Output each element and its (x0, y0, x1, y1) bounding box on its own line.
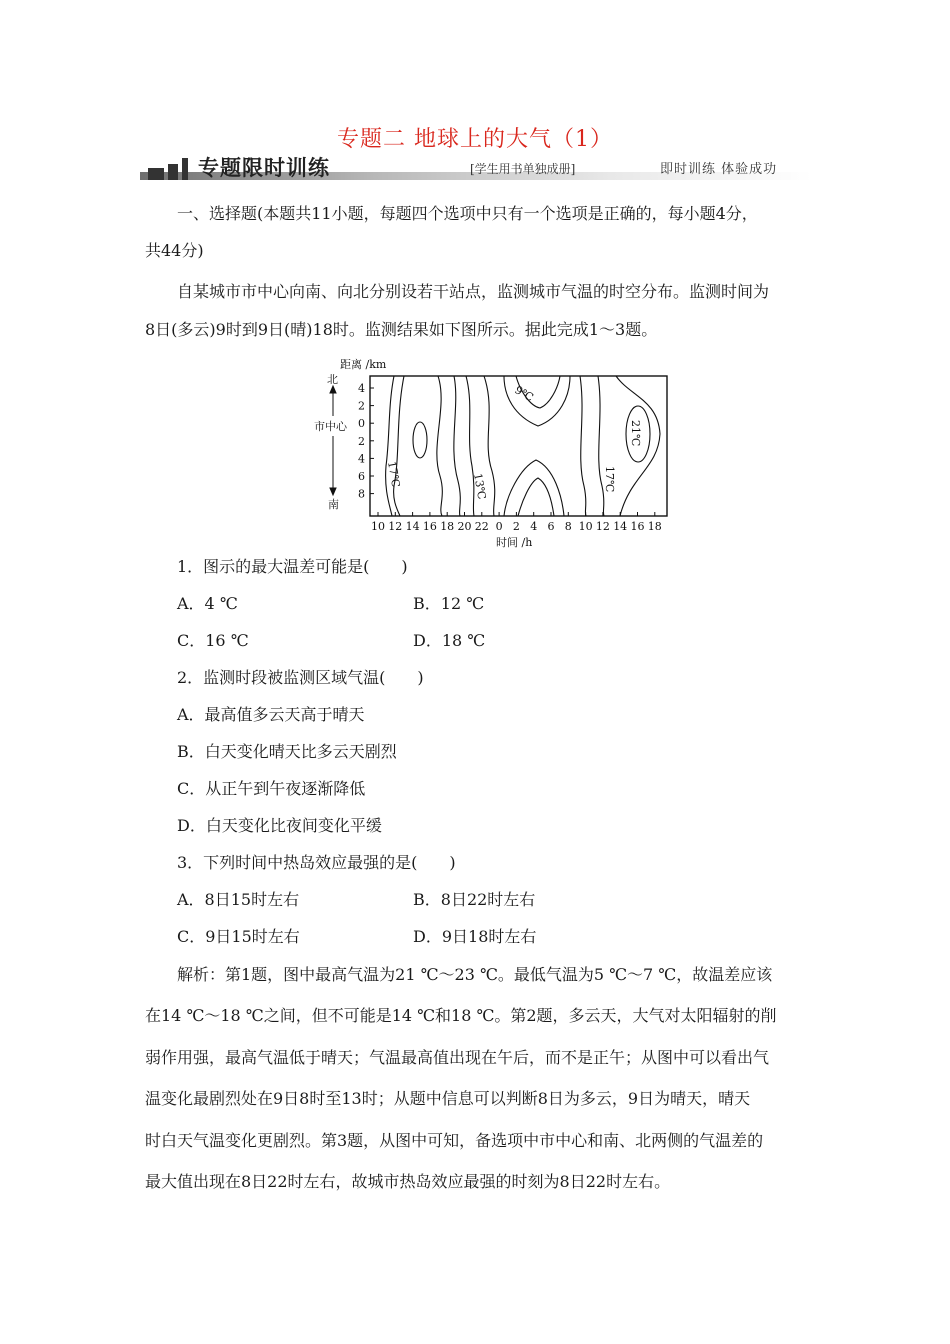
y-tick-label: 2 (358, 399, 365, 413)
banner-sub-label: [学生用书单独成册] (470, 162, 576, 176)
analysis-line-1: 解析：第1题，图中最高气温为21 ℃～23 ℃。最低气温为5 ℃～7 ℃，故温差应该 (177, 965, 773, 984)
question-1-option-d: D．18 ℃ (413, 631, 486, 650)
x-tick-label: 10 (578, 520, 593, 533)
question-2-option-c: C．从正午到午夜逐渐降低 (177, 779, 366, 798)
y-tick-label: 0 (358, 417, 365, 431)
question-3-option-c: C．9日15时左右 (177, 927, 300, 946)
city-center-label: 市中心 (314, 420, 347, 433)
question-3-stem: 3．下列时间中热岛效应最强的是( ) (177, 853, 456, 872)
question-1-option-c: C．16 ℃ (177, 631, 249, 650)
stem-line1: 自某城市市中心向南、向北分别设若干站点，监测城市气温的时空分布。监测时间为 (177, 282, 770, 301)
banner-label: 专题限时训练 (198, 156, 330, 180)
analysis-line-3: 弱作用强，最高气温低于晴天；气温最高值出现在午后，而不是正午；从图中可以看出气 (145, 1048, 770, 1067)
x-tick-label: 0 (495, 520, 503, 533)
analysis-line-2: 在14 ℃～18 ℃之间，但不可能是14 ℃和18 ℃。第2题，多云天，大气对太阳辐射的削 (145, 1006, 777, 1025)
analysis-line-5: 时白天气温变化更剧烈。第3题，从图中可知，备选项中市中心和南、北两侧的气温差的 (145, 1131, 764, 1150)
isotherm-figure (308, 356, 688, 552)
x-tick-label: 4 (530, 520, 538, 533)
section-banner (140, 152, 812, 182)
y-tick-label: 2 (358, 434, 365, 448)
question-3-option-a: A．8日15时左右 (177, 890, 300, 909)
y-ticks (358, 382, 374, 501)
contour-label-21c: 21℃ (629, 420, 642, 447)
x-tick-label: 18 (647, 520, 662, 533)
x-tick-label: 22 (474, 520, 489, 533)
contour-label-17c-right: 17℃ (603, 466, 616, 493)
x-tick-label: 16 (422, 520, 437, 533)
stem-line2: 8日(多云)9时到9日(晴)18时。监测结果如下图所示。据此完成1～3题。 (145, 320, 658, 339)
north-label: 北 (327, 373, 338, 386)
question-2-option-d: D．白天变化比夜间变化平缓 (177, 816, 382, 835)
question-3-option-d: D．9日18时左右 (413, 927, 537, 946)
section-heading-line2: 共44分) (145, 241, 204, 260)
direction-arrows (330, 386, 336, 495)
y-tick-label: 4 (358, 382, 365, 395)
contour-label-9c: 9℃ (512, 383, 536, 405)
x-tick-label: 6 (547, 520, 555, 533)
x-tick-label: 14 (613, 520, 628, 533)
x-tick-label: 20 (457, 520, 472, 533)
x-tick-label: 12 (388, 520, 403, 533)
y-tick-label: 4 (358, 452, 365, 466)
x-tick-label: 8 (564, 520, 572, 533)
question-2-option-b: B．白天变化晴天比多云天剧烈 (177, 742, 397, 761)
question-1-stem: 1．图示的最大温差可能是( ) (177, 557, 408, 576)
question-2-stem: 2．监测时段被监测区域气温( ) (177, 668, 424, 687)
section-heading-line1: 一、选择题(本题共11小题，每题四个选项中只有一个选项是正确的，每小题4分， (177, 204, 758, 223)
analysis-line-6: 最大值出现在8日22时左右，故城市热岛效应最强的时刻为8日22时左右。 (145, 1172, 671, 1191)
question-3-option-b: B．8日22时左右 (413, 890, 536, 909)
question-1-option-b: B．12 ℃ (413, 594, 485, 613)
x-axis-label: 时间 /h (496, 536, 533, 549)
page-title: 专题二 地球上的大气（1） (337, 127, 613, 152)
x-tick-label: 16 (630, 520, 645, 533)
question-2-option-a: A．最高值多云天高于晴天 (177, 705, 365, 724)
isotherm-chart (308, 356, 688, 552)
x-tick-label: 12 (595, 520, 610, 533)
y-axis-label: 距离 /km (340, 358, 387, 371)
contour-label-13c: 13℃ (471, 472, 489, 501)
x-tick-label: 2 (512, 520, 520, 533)
x-ticks (371, 512, 662, 533)
y-tick-label: 8 (358, 487, 365, 501)
y-tick-label: 6 (358, 470, 365, 483)
x-tick-label: 10 (371, 520, 385, 533)
x-tick-label: 18 (440, 520, 455, 533)
x-tick-label: 14 (405, 520, 420, 533)
south-label: 南 (328, 498, 339, 511)
banner-right-label: 即时训练 体验成功 (660, 162, 778, 177)
question-1-option-a: A．4 ℃ (177, 594, 238, 613)
contour-label-17c-left: 17℃ (385, 460, 403, 489)
analysis-line-4: 温变化最剧烈处在9日8时至13时；从题中信息可以判断8日为多云，9日为晴天，晴天 (145, 1089, 751, 1108)
